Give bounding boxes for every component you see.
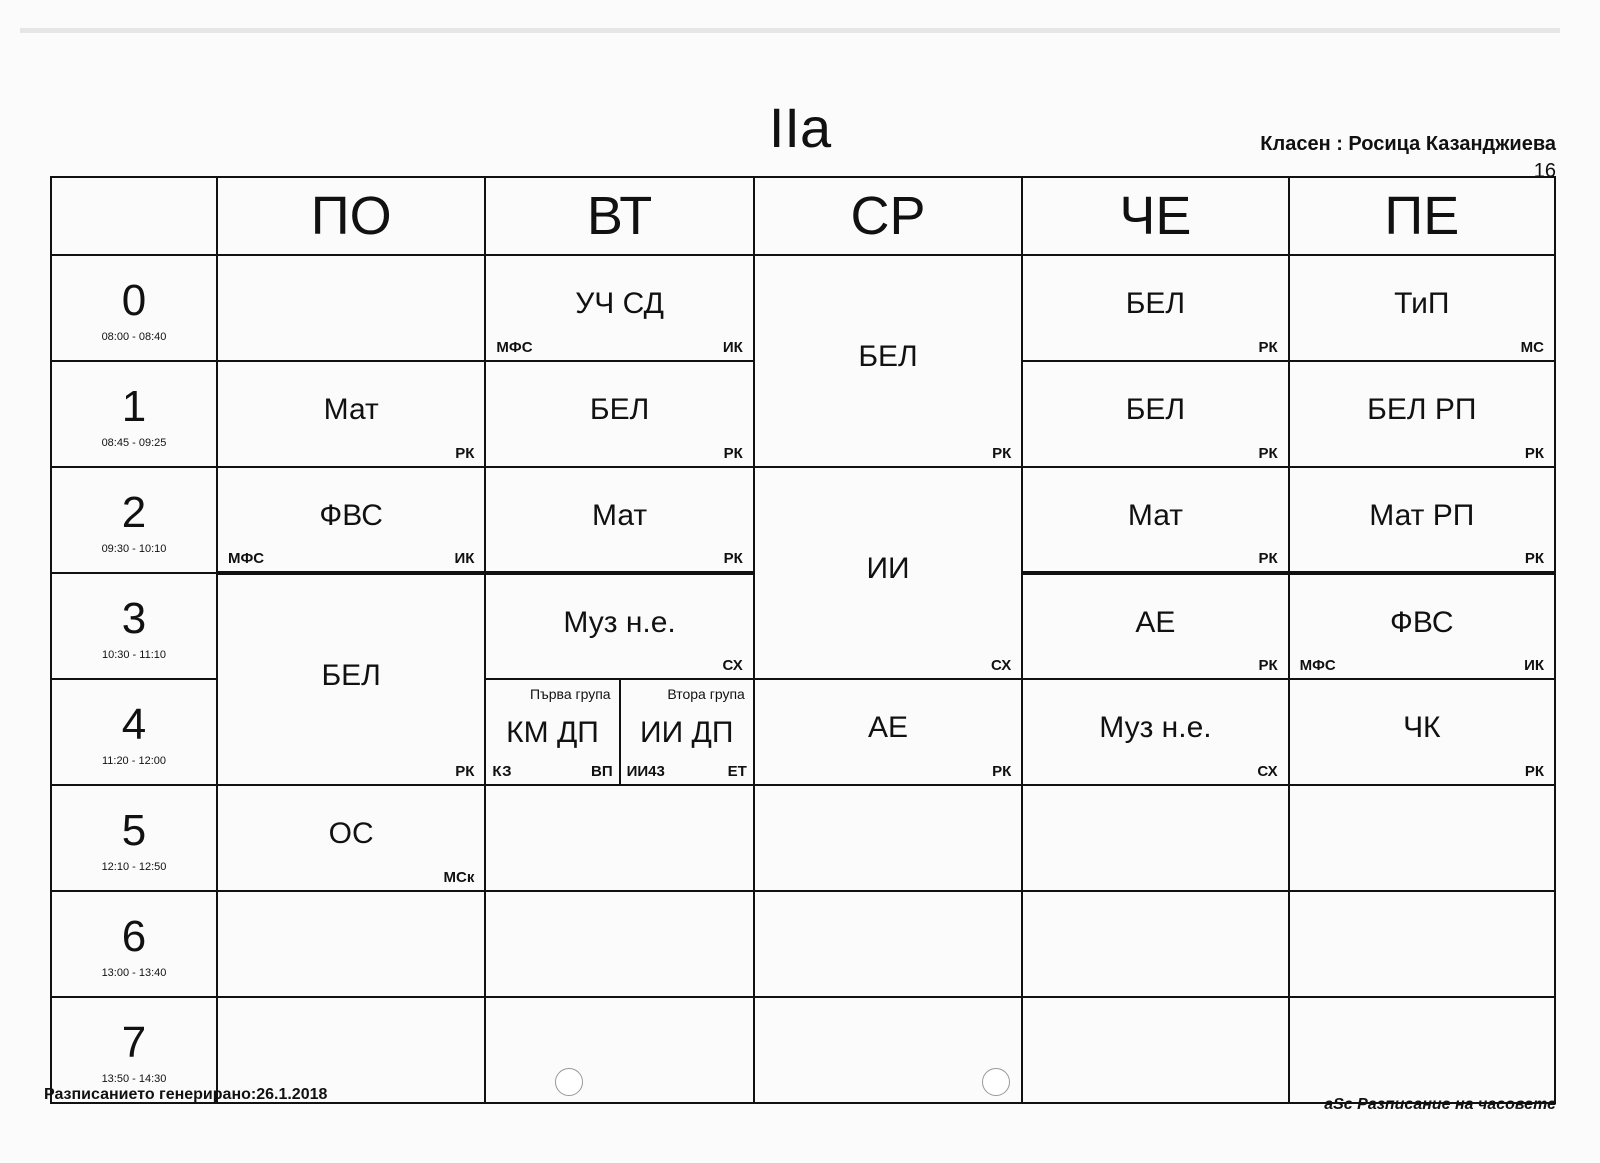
group-label: Втора група — [667, 686, 745, 702]
subject: Муз н.е. — [563, 605, 676, 639]
subject: БЕЛ — [1125, 286, 1186, 320]
period-number: 3 — [121, 594, 147, 643]
lesson-tue-0 — [485, 255, 753, 361]
lesson-thu-4 — [1022, 679, 1288, 785]
period-time: 08:45 - 09:25 — [101, 437, 167, 449]
lesson-wed-0 — [754, 255, 1022, 467]
lesson-empty — [485, 997, 753, 1103]
lesson-tue-3 — [485, 573, 753, 679]
lesson-thu-1 — [1022, 361, 1288, 467]
subject: ФВС — [1390, 605, 1454, 639]
lesson-empty — [217, 255, 485, 361]
lesson-fri-4 — [1289, 679, 1555, 785]
lesson-empty — [1022, 891, 1288, 997]
period-time: 11:20 - 12:00 — [101, 755, 166, 767]
teacher-code: РК — [992, 445, 1012, 462]
period-number: 0 — [121, 276, 147, 325]
day-header-wed: СР — [754, 177, 1022, 255]
day-header-tue: ВТ — [485, 177, 753, 255]
day-header-thu: ЧЕ — [1022, 177, 1288, 255]
lesson-thu-3 — [1022, 573, 1288, 679]
lesson-fri-3 — [1289, 573, 1555, 679]
period-number: 2 — [121, 488, 147, 537]
lesson-empty — [1289, 997, 1555, 1103]
subject: АЕ — [1135, 605, 1176, 639]
room: МФС — [227, 550, 265, 567]
lesson-empty — [754, 785, 1022, 891]
day-header-mon: ПО — [217, 177, 485, 255]
subject: Мат — [323, 392, 379, 426]
teacher-code: РК — [455, 763, 475, 780]
teacher-code: ИК — [1524, 657, 1544, 674]
lesson-mon-3 — [217, 573, 485, 785]
lesson-empty — [1022, 785, 1288, 891]
lesson-mon-1 — [217, 361, 485, 467]
lesson-thu-0 — [1022, 255, 1288, 361]
teacher-code: РК — [723, 550, 743, 567]
period-time: 09:30 - 10:10 — [101, 543, 167, 555]
period-time: 10:30 - 11:10 — [101, 649, 166, 661]
subject: ФВС — [319, 498, 383, 532]
subject: КМ ДП — [506, 716, 599, 749]
lesson-tue-2 — [485, 467, 753, 573]
teacher-code: ИК — [454, 550, 475, 567]
subject: ТиП — [1394, 286, 1450, 320]
period-number: 1 — [121, 382, 147, 431]
lesson-mon-5 — [217, 785, 485, 891]
period-3 — [51, 573, 217, 679]
teacher-code: РК — [992, 763, 1012, 780]
generated-date: Разписанието генерирано:26.1.2018 — [44, 1086, 328, 1103]
subject: Муз н.е. — [1099, 710, 1212, 744]
period-number: 6 — [121, 912, 147, 961]
lesson-mon-2 — [217, 467, 485, 573]
punch-hole — [555, 1068, 583, 1096]
subject: БЕЛ — [858, 339, 918, 373]
lesson-empty — [485, 891, 753, 997]
period-4 — [51, 679, 217, 785]
scan-artifact — [20, 28, 1560, 33]
teacher-code: СХ — [1257, 763, 1278, 780]
lesson-empty — [1022, 997, 1288, 1103]
lesson-fri-1 — [1289, 361, 1555, 467]
period-time: 13:00 - 13:40 — [101, 967, 167, 979]
period-time: 08:00 - 08:40 — [101, 331, 167, 343]
lesson-empty — [217, 891, 485, 997]
room: КЗ — [492, 763, 512, 780]
teacher-code: РК — [723, 445, 743, 462]
subject: Мат — [1127, 498, 1183, 532]
subject: ЧК — [1403, 710, 1441, 744]
subject: БЕЛ — [321, 658, 381, 692]
period-2 — [51, 467, 217, 573]
teacher-code: РК — [1524, 550, 1544, 567]
subject: ОС — [328, 816, 374, 850]
subject: ИИ ДП — [640, 716, 734, 749]
group-1 — [486, 680, 618, 784]
punch-hole — [982, 1068, 1010, 1096]
lesson-fri-2 — [1289, 467, 1555, 573]
period-number: 5 — [121, 806, 147, 855]
period-number: 4 — [121, 700, 147, 749]
subject: БЕЛ — [1125, 392, 1186, 426]
subject: Мат РП — [1369, 498, 1475, 532]
teacher-code: СХ — [990, 657, 1012, 674]
period-6 — [51, 891, 217, 997]
teacher-code: РК — [455, 445, 475, 462]
teacher-code: МС — [1520, 339, 1544, 356]
lesson-wed-4 — [754, 679, 1022, 785]
teacher-code: ИК — [722, 339, 743, 356]
room: МФС — [496, 339, 533, 356]
group-split — [486, 680, 752, 784]
group-label: Първа група — [529, 686, 611, 702]
lesson-empty — [1289, 785, 1555, 891]
period-5 — [51, 785, 217, 891]
corner-cell — [51, 177, 217, 255]
room: МФС — [1299, 657, 1336, 674]
lesson-empty — [1289, 891, 1555, 997]
class-title: IIa — [768, 96, 832, 159]
subject: АЕ — [868, 710, 909, 744]
subject: УЧ СД — [575, 286, 664, 320]
subject: БЕЛ — [589, 392, 650, 426]
teacher-code: РК — [1524, 763, 1544, 780]
group-2 — [619, 680, 753, 784]
subject: ИИ — [866, 551, 910, 585]
software-credit: aSc Разписание на часовете — [1324, 1096, 1556, 1113]
teacher-code: РК — [1258, 339, 1278, 356]
page-number: 16 — [1533, 160, 1556, 182]
period-0 — [51, 255, 217, 361]
period-time: 12:10 - 12:50 — [101, 861, 167, 873]
lesson-empty — [485, 785, 753, 891]
subject: БЕЛ РП — [1367, 392, 1477, 426]
class-teacher: Класен : Росица Казанджиева — [1260, 133, 1556, 155]
lesson-wed-2 — [754, 467, 1022, 679]
teacher-code: РК — [1258, 445, 1278, 462]
subject: Мат — [592, 498, 648, 532]
lesson-empty — [754, 891, 1022, 997]
room: ИИ43 — [626, 763, 665, 780]
teacher-code: ЕТ — [727, 763, 747, 780]
teacher-code: РК — [1258, 550, 1278, 567]
teacher-code: МСк — [443, 869, 475, 886]
teacher-code: РК — [1524, 445, 1544, 462]
lesson-fri-0 — [1289, 255, 1555, 361]
teacher-code: РК — [1258, 657, 1278, 674]
period-1 — [51, 361, 217, 467]
timetable — [50, 176, 1556, 1104]
teacher-code: ВП — [590, 763, 613, 780]
lesson-thu-2 — [1022, 467, 1288, 573]
teacher-code: СХ — [722, 657, 743, 674]
lesson-tue-4-split — [485, 679, 753, 785]
period-time: 13:50 - 14:30 — [101, 1073, 167, 1085]
lesson-tue-1 — [485, 361, 753, 467]
day-header-fri: ПЕ — [1289, 177, 1555, 255]
period-number: 7 — [121, 1018, 147, 1067]
